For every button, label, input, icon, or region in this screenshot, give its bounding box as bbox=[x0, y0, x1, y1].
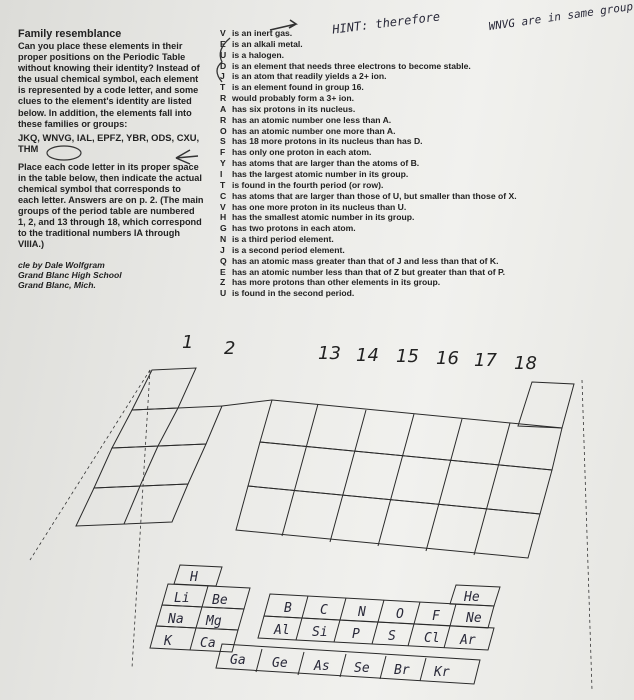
symbol-k: K bbox=[164, 634, 172, 649]
symbol-he: He bbox=[464, 590, 480, 605]
symbol-s: S bbox=[388, 629, 396, 644]
clue-text: would probably form a 3+ ion. bbox=[232, 93, 354, 104]
symbol-al: Al bbox=[274, 623, 290, 638]
clue-text: has one more proton in its nucleus than U. bbox=[232, 201, 407, 212]
clue-letter: F bbox=[220, 147, 226, 158]
clue-text: has the smallest atomic number in its group. bbox=[232, 212, 415, 223]
clue-letter: J bbox=[220, 71, 225, 82]
symbol-br: Br bbox=[394, 663, 410, 678]
symbol-ar: Ar bbox=[460, 633, 476, 648]
clue-letter: E bbox=[220, 38, 226, 49]
symbol-f: F bbox=[432, 609, 440, 624]
clue-letter: A bbox=[220, 103, 227, 114]
symbol-mg: Mg bbox=[206, 614, 222, 629]
credit-author: cle by Dale Wolfgram bbox=[18, 259, 105, 270]
clue-text: has six protons in its nucleus. bbox=[232, 103, 356, 114]
symbol-b: B bbox=[284, 601, 292, 616]
symbol-ge: Ge bbox=[272, 656, 288, 671]
clue-letter: G bbox=[220, 223, 227, 234]
clue-text: has two protons in each atom. bbox=[232, 223, 356, 234]
group-number-17: 17 bbox=[474, 350, 497, 371]
clue-letter: D bbox=[220, 60, 227, 71]
group-number-15: 15 bbox=[396, 346, 419, 367]
page-title: Family resemblance bbox=[18, 28, 122, 40]
clue-text: has 18 more protons in its nucleus than has D. bbox=[232, 136, 423, 147]
symbol-o: O bbox=[396, 607, 404, 622]
group-number-13: 13 bbox=[318, 343, 341, 364]
symbol-ca: Ca bbox=[200, 636, 216, 651]
clue-text: has an atomic number less than that of Z but greater than that of P. bbox=[232, 266, 505, 277]
group-number-18: 18 bbox=[514, 353, 537, 374]
clue-letter: R bbox=[220, 93, 227, 104]
clue-letter: R bbox=[220, 114, 227, 125]
clue-letter: Z bbox=[220, 277, 226, 288]
symbol-h: H bbox=[190, 570, 198, 585]
credit-school: Grand Blanc High School bbox=[18, 269, 122, 280]
handwritten-hint: HINT: therefore bbox=[331, 9, 441, 37]
intro-text: Can you place these elements in their proper positions on the Periodic Table without knowing their identity? Instead of the usual chemical symbol, each element is represented by a code letter, and some clues to the element's identity are listed below. In addition, the elements fall into these families or groups: bbox=[18, 41, 200, 129]
clue-letter: E bbox=[220, 266, 226, 277]
clue-letter: Y bbox=[220, 158, 226, 169]
clue-letter: T bbox=[220, 179, 226, 190]
circled-group bbox=[47, 146, 81, 160]
clue-text: is an element found in group 16. bbox=[232, 82, 364, 93]
symbol-si: Si bbox=[312, 625, 328, 640]
clue-text: has more protons than other elements in its group. bbox=[232, 277, 441, 288]
clue-text: has an atomic mass greater than that of J and less than that of K. bbox=[232, 255, 499, 266]
clue-text: has atoms that are larger than the atoms of B. bbox=[232, 158, 420, 169]
symbol-ga: Ga bbox=[230, 653, 246, 668]
clue-brace bbox=[217, 38, 230, 82]
clue-text: is found in the second period. bbox=[232, 288, 355, 299]
arrow-mark bbox=[270, 20, 296, 30]
clue-text: is an atom that readily yields a 2+ ion. bbox=[232, 71, 387, 82]
clue-text: is a third period element. bbox=[232, 234, 334, 245]
symbol-c: C bbox=[320, 603, 328, 618]
clue-letter: U bbox=[220, 49, 227, 60]
clue-text: is found in the fourth period (or row). bbox=[232, 179, 384, 190]
group-number-14: 14 bbox=[356, 345, 379, 366]
clue-letter: I bbox=[220, 168, 223, 179]
clue-text: has an atomic number one more than A. bbox=[232, 125, 396, 136]
clue-text: has only one proton in each atom. bbox=[232, 147, 372, 158]
clue-text: is a halogen. bbox=[232, 49, 285, 60]
symbol-n: N bbox=[358, 605, 366, 620]
upper-grid bbox=[76, 368, 574, 558]
clue-text: has an atomic number one less than A. bbox=[232, 114, 392, 125]
clue-letter: S bbox=[220, 136, 226, 147]
symbol-ne: Ne bbox=[466, 611, 482, 626]
group-number-16: 16 bbox=[436, 348, 459, 369]
handwritten-note: WNVG are in same group bbox=[487, 0, 634, 34]
clue-letter: J bbox=[220, 244, 225, 255]
group-number-1: 1 bbox=[182, 332, 194, 353]
symbol-kr: Kr bbox=[434, 665, 450, 680]
clue-text: is an element that needs three electrons to become stable. bbox=[232, 60, 471, 71]
symbol-be: Be bbox=[212, 593, 228, 608]
symbol-cl: Cl bbox=[424, 631, 440, 646]
perspective-lines bbox=[30, 370, 592, 690]
clue-text: is a second period element. bbox=[232, 244, 345, 255]
clue-letter: N bbox=[220, 234, 227, 245]
clue-letter: Q bbox=[220, 255, 227, 266]
clue-letter: H bbox=[220, 212, 227, 223]
clue-text: has atoms that are larger than those of U, but smaller than those of X. bbox=[232, 190, 517, 201]
clue-letter: V bbox=[220, 28, 226, 38]
symbol-li: Li bbox=[174, 591, 190, 606]
symbol-p: P bbox=[352, 627, 360, 642]
clue-letter: T bbox=[220, 82, 226, 93]
clue-letter: U bbox=[220, 288, 227, 299]
instructions-text: Place each code letter in its proper space in the table below, then indicate the actual chemical symbol that corresponds to each letter. Answers are on p. 2. (The main groups of the period table are numbered 1, 2, and 13 through 18, which correspond to the traditional numbers IA through VIIIA.) bbox=[18, 161, 204, 250]
group-number-2: 2 bbox=[224, 338, 236, 359]
clue-text: has the largest atomic number in its group. bbox=[232, 168, 409, 179]
clue-letter: C bbox=[220, 190, 227, 201]
symbol-se: Se bbox=[354, 661, 370, 676]
credit-city: Grand Blanc, Mich. bbox=[18, 280, 96, 291]
groups-list: JKQ, WNVG, IAL, EPFZ, YBR, ODS, CXU, THM bbox=[18, 131, 200, 154]
clue-text: is an inert gas. bbox=[232, 28, 293, 38]
symbol-as: As bbox=[314, 659, 330, 674]
clue-letter: O bbox=[220, 125, 227, 136]
arrow-mark-left bbox=[176, 150, 198, 164]
clue-text: is an alkali metal. bbox=[232, 38, 303, 49]
clue-letter: V bbox=[220, 201, 226, 212]
symbol-na: Na bbox=[168, 612, 184, 627]
